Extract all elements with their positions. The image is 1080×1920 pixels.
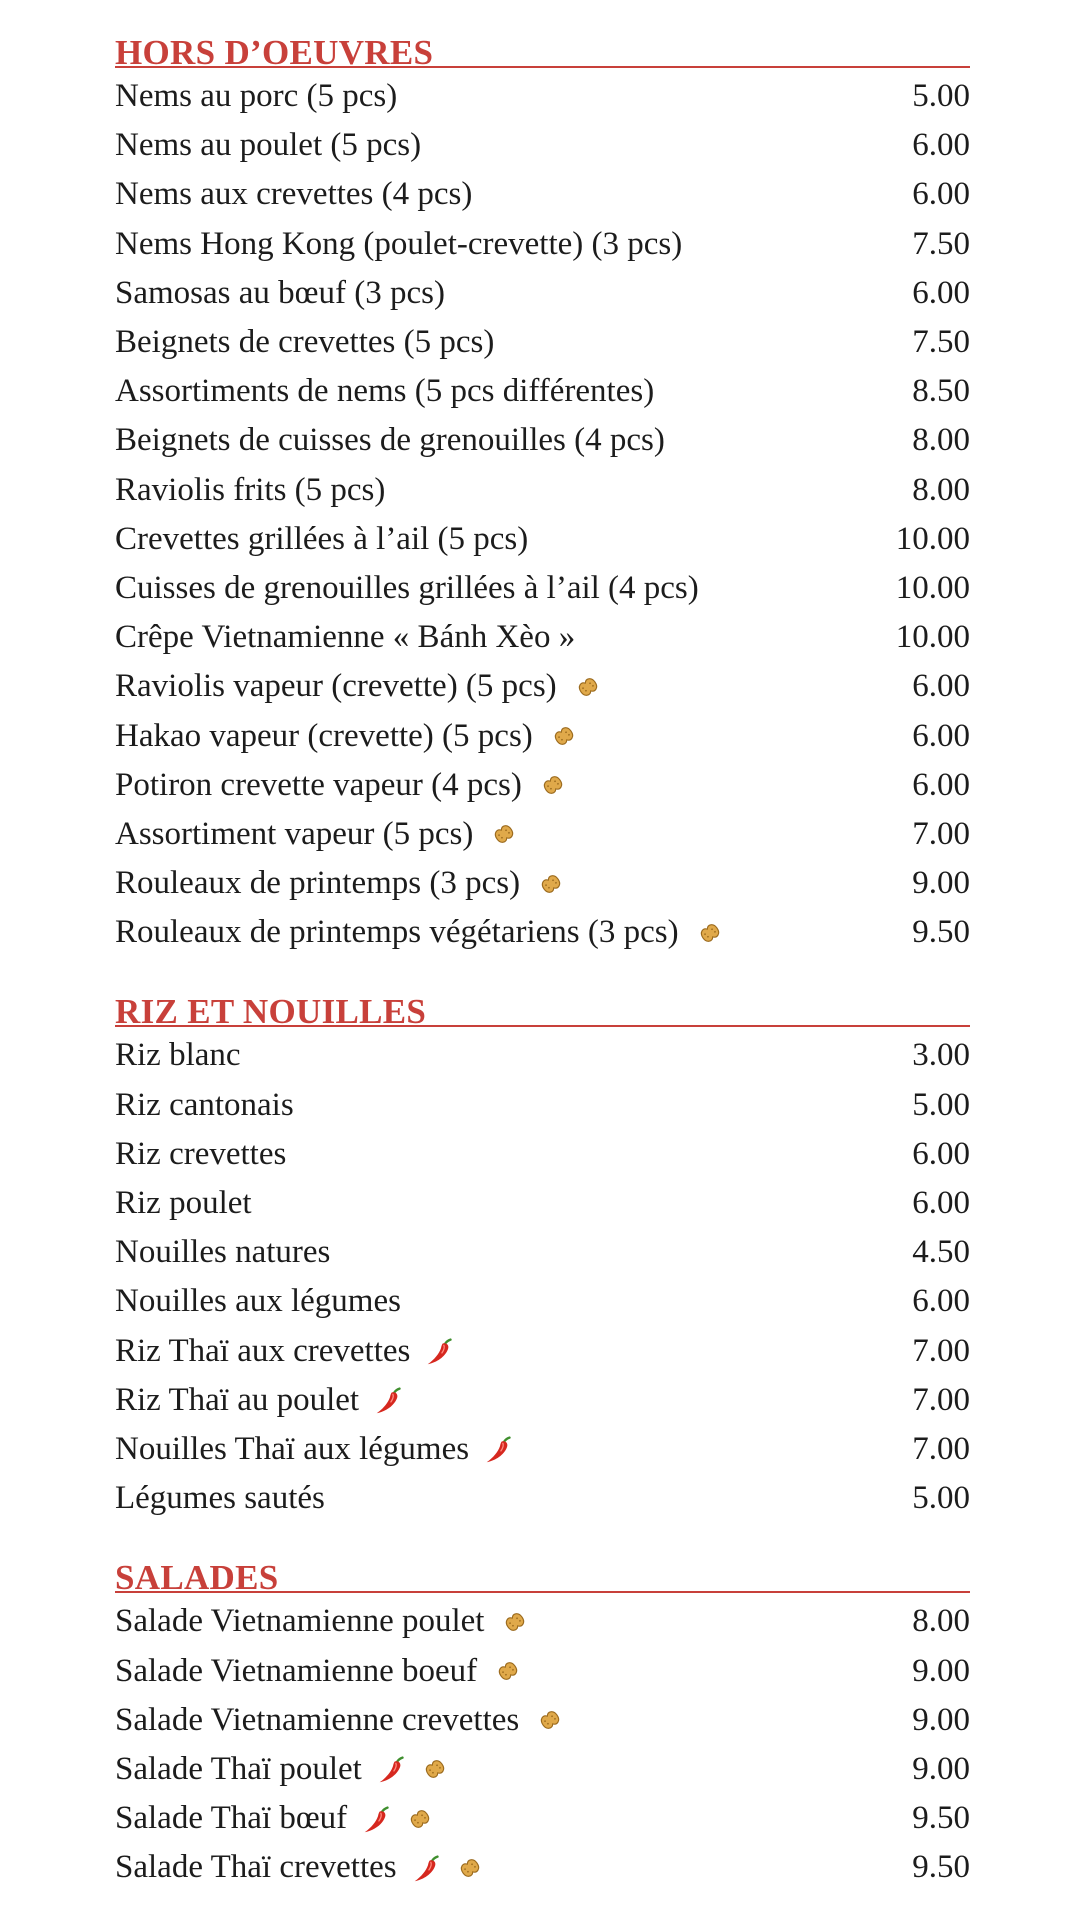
menu-item <box>115 1745 970 1794</box>
menu-item <box>115 1277 970 1326</box>
menu-item-name: Riz Thaï aux crevettes <box>115 1332 411 1369</box>
menu-item-name: Assortiments de nems (5 pcs différentes) <box>115 373 655 410</box>
menu-item-left <box>115 1236 330 1269</box>
menu-item-name: Beignets de crevettes (5 pcs) <box>115 324 495 361</box>
menu-item-name: Assortiment vapeur (5 pcs) <box>115 815 474 852</box>
menu-item <box>115 515 970 564</box>
menu-item <box>115 564 970 613</box>
menu-item-price: 10.00 <box>895 619 970 656</box>
menu-item-name: Riz blanc <box>115 1037 241 1074</box>
menu-item-name: Cuisses de grenouilles grillées à l’ail (4 pcs) <box>115 569 699 606</box>
menu-item <box>115 810 970 859</box>
menu-item <box>115 1794 970 1843</box>
menu-item-name: Rouleaux de printemps végétariens (3 pcs) <box>115 914 679 951</box>
peanut-icon <box>569 668 607 706</box>
menu-item-name: Rouleaux de printemps (3 pcs) <box>115 865 521 902</box>
section-title: HORS D’OEUVRES <box>115 33 434 72</box>
section-salades <box>115 1549 970 1892</box>
menu-item-left <box>115 326 494 359</box>
menu-item-left <box>115 1652 527 1690</box>
menu-item-name: Nems au porc (5 pcs) <box>115 78 398 115</box>
menu-item-price: 9.00 <box>912 865 970 902</box>
menu-item <box>115 466 970 515</box>
menu-item-price: 6.00 <box>912 1135 970 1172</box>
menu-item-left <box>115 1285 401 1318</box>
menu-item <box>115 318 970 367</box>
menu-item <box>115 1031 970 1080</box>
menu-item-icons <box>528 865 570 903</box>
menu-item-price: 8.00 <box>912 471 970 508</box>
menu-item-left <box>115 569 699 606</box>
section-header <box>115 983 970 1032</box>
chili-icon <box>422 1332 460 1370</box>
menu-item <box>115 1843 970 1892</box>
menu-item-left <box>115 178 472 211</box>
menu-item-icons <box>367 1381 409 1419</box>
menu-item-price: 6.00 <box>912 274 970 311</box>
menu-item-name: Riz cantonais <box>115 1086 294 1123</box>
menu-item-left <box>115 621 575 654</box>
menu-item-left <box>115 424 665 457</box>
menu-item-price: 7.00 <box>912 1381 970 1418</box>
menu-item-icons <box>687 914 729 952</box>
menu-item-price: 5.00 <box>912 78 970 115</box>
menu-item-name: Nems aux crevettes (4 pcs) <box>115 176 473 213</box>
menu-item-price: 7.50 <box>912 225 970 262</box>
menu-item-left <box>115 1135 287 1172</box>
menu-item-price: 8.00 <box>912 1603 970 1640</box>
menu-item-left <box>115 815 523 853</box>
peanut-icon <box>485 815 523 853</box>
menu-item-left <box>115 1086 294 1123</box>
menu-item-price: 6.00 <box>912 1185 970 1222</box>
menu-item-price: 7.50 <box>912 324 970 361</box>
menu-item-price: 9.50 <box>912 1800 970 1837</box>
menu-item <box>115 1425 970 1474</box>
menu-item-price: 8.00 <box>912 422 970 459</box>
menu-item-icons <box>485 1652 527 1690</box>
menu-item <box>115 1179 970 1228</box>
menu-item <box>115 220 970 269</box>
menu-item-left <box>115 471 386 508</box>
menu <box>115 24 970 1892</box>
menu-item <box>115 908 970 957</box>
menu-item-icons <box>527 1701 569 1739</box>
menu-item-price: 9.50 <box>912 914 970 951</box>
menu-item-left <box>115 1332 460 1370</box>
menu-item-price: 7.00 <box>912 1430 970 1467</box>
menu-item <box>115 1474 970 1523</box>
menu-item <box>115 1376 970 1425</box>
chili-icon <box>371 1381 409 1419</box>
menu-item-name: Potiron crevette vapeur (4 pcs) <box>115 766 522 803</box>
menu-item-name: Samosas au bœuf (3 pcs) <box>115 274 445 311</box>
menu-item-icons <box>418 1332 460 1370</box>
menu-item-price: 6.00 <box>912 1283 970 1320</box>
section-title: SALADES <box>115 1558 279 1598</box>
menu-item-name: Crevettes grillées à l’ail (5 pcs) <box>115 520 529 557</box>
menu-item-left <box>115 375 654 408</box>
peanut-icon <box>401 1800 439 1838</box>
menu-item <box>115 761 970 810</box>
section-header <box>115 1549 970 1598</box>
menu-item-name: Légumes sautés <box>115 1480 325 1517</box>
menu-item <box>115 72 970 121</box>
item-list <box>115 1597 970 1892</box>
menu-item-name: Beignets de cuisses de grenouilles (4 pcs) <box>115 422 665 459</box>
item-list <box>115 1031 970 1523</box>
menu-item-name: Nems au poulet (5 pcs) <box>115 127 422 164</box>
menu-item-name: Nouilles aux légumes <box>115 1283 401 1320</box>
menu-item-price: 8.50 <box>912 373 970 410</box>
item-list <box>115 72 970 957</box>
menu-item-name: Raviolis frits (5 pcs) <box>115 471 386 508</box>
menu-item-name: Nems Hong Kong (poulet-crevette) (3 pcs) <box>115 225 683 262</box>
menu-item-left <box>115 1187 252 1220</box>
menu-item-left <box>115 80 397 113</box>
peanut-icon <box>451 1849 489 1887</box>
peanut-icon <box>489 1652 527 1690</box>
menu-item-name: Riz Thaï au poulet <box>115 1381 360 1418</box>
menu-item-left <box>115 1039 241 1072</box>
menu-item-price: 7.00 <box>912 815 970 852</box>
menu-item <box>115 613 970 662</box>
menu-item-price: 6.00 <box>912 127 970 164</box>
menu-item-price: 6.00 <box>912 668 970 705</box>
menu-item-icons <box>565 668 607 706</box>
menu-item-name: Riz crevettes <box>115 1135 287 1172</box>
peanut-icon <box>416 1750 454 1788</box>
section-header <box>115 24 970 72</box>
menu-item-left <box>115 1603 534 1641</box>
menu-item-icons <box>481 815 523 853</box>
menu-item <box>115 1130 970 1179</box>
menu-item-left <box>115 717 583 755</box>
menu-item-price: 5.00 <box>912 1480 970 1517</box>
menu-item <box>115 121 970 170</box>
menu-item <box>115 1696 970 1745</box>
menu-item-icons <box>405 1849 489 1887</box>
menu-item-left <box>115 1750 454 1788</box>
section-riz-et-nouilles <box>115 983 970 1523</box>
menu-item <box>115 1597 970 1646</box>
chili-icon <box>359 1800 397 1838</box>
peanut-icon <box>531 1701 569 1739</box>
menu-item-name: Salade Thaï crevettes <box>115 1849 397 1886</box>
menu-item-left <box>115 914 729 952</box>
menu-item <box>115 269 970 318</box>
peanut-icon <box>691 914 729 952</box>
menu-item-left <box>115 766 572 804</box>
menu-item-name: Hakao vapeur (crevette) (5 pcs) <box>115 717 533 754</box>
peanut-icon <box>545 717 583 755</box>
menu-item-icons <box>477 1430 519 1468</box>
menu-item-icons <box>355 1800 439 1838</box>
menu-item-icons <box>492 1603 534 1641</box>
menu-item <box>115 1327 970 1376</box>
menu-item-left <box>115 520 529 557</box>
menu-item-left <box>115 865 570 903</box>
menu-item <box>115 367 970 416</box>
menu-item-left <box>115 1800 439 1838</box>
menu-item-price: 6.00 <box>912 717 970 754</box>
menu-item-price: 6.00 <box>912 176 970 213</box>
menu-item-name: Salade Thaï bœuf <box>115 1800 348 1837</box>
menu-item-name: Raviolis vapeur (crevette) (5 pcs) <box>115 668 557 705</box>
menu-item-price: 6.00 <box>912 766 970 803</box>
menu-item-name: Salade Vietnamienne boeuf <box>115 1652 478 1689</box>
menu-item <box>115 1081 970 1130</box>
menu-item-price: 10.00 <box>895 569 970 606</box>
menu-item <box>115 662 970 711</box>
menu-item-icons <box>370 1750 454 1788</box>
menu-item-price: 5.00 <box>912 1086 970 1123</box>
menu-item-name: Nouilles natures <box>115 1234 331 1271</box>
menu-item <box>115 1228 970 1277</box>
menu-item-price: 4.50 <box>912 1234 970 1271</box>
chili-icon <box>481 1430 519 1468</box>
menu-item-price: 7.00 <box>912 1332 970 1369</box>
menu-item-name: Crêpe Vietnamienne « Bánh Xèo » <box>115 619 576 656</box>
menu-item-left <box>115 129 421 162</box>
menu-item-name: Salade Vietnamienne poulet <box>115 1603 485 1640</box>
menu-item-left <box>115 668 607 706</box>
menu-item-left <box>115 1381 409 1419</box>
menu-item <box>115 416 970 465</box>
menu-item-price: 10.00 <box>895 520 970 557</box>
menu-item <box>115 170 970 219</box>
menu-item-left <box>115 1849 489 1887</box>
menu-item-left <box>115 1430 519 1468</box>
menu-item-left <box>115 1701 569 1739</box>
menu-item-name: Salade Thaï poulet <box>115 1750 362 1787</box>
peanut-icon <box>534 766 572 804</box>
chili-icon <box>409 1849 447 1887</box>
menu-item <box>115 859 970 908</box>
menu-item-price: 3.00 <box>912 1037 970 1074</box>
menu-item-name: Salade Vietnamienne crevettes <box>115 1701 520 1738</box>
menu-item <box>115 711 970 760</box>
menu-item-left <box>115 1482 325 1515</box>
menu-item-price: 9.00 <box>912 1652 970 1689</box>
section-title: RIZ ET NOUILLES <box>115 992 427 1032</box>
menu-item-price: 9.00 <box>912 1750 970 1787</box>
menu-item <box>115 1646 970 1695</box>
peanut-icon <box>496 1603 534 1641</box>
menu-item-price: 9.00 <box>912 1701 970 1738</box>
menu-item-left <box>115 274 445 311</box>
menu-item-icons <box>541 717 583 755</box>
peanut-icon <box>532 865 570 903</box>
menu-item-price: 9.50 <box>912 1849 970 1886</box>
menu-item-left <box>115 225 683 262</box>
menu-item-name: Riz poulet <box>115 1185 252 1222</box>
chili-icon <box>374 1750 412 1788</box>
menu-item-icons <box>530 766 572 804</box>
menu-item-name: Nouilles Thaï aux légumes <box>115 1430 470 1467</box>
section-hors-doeuvres <box>115 24 970 957</box>
